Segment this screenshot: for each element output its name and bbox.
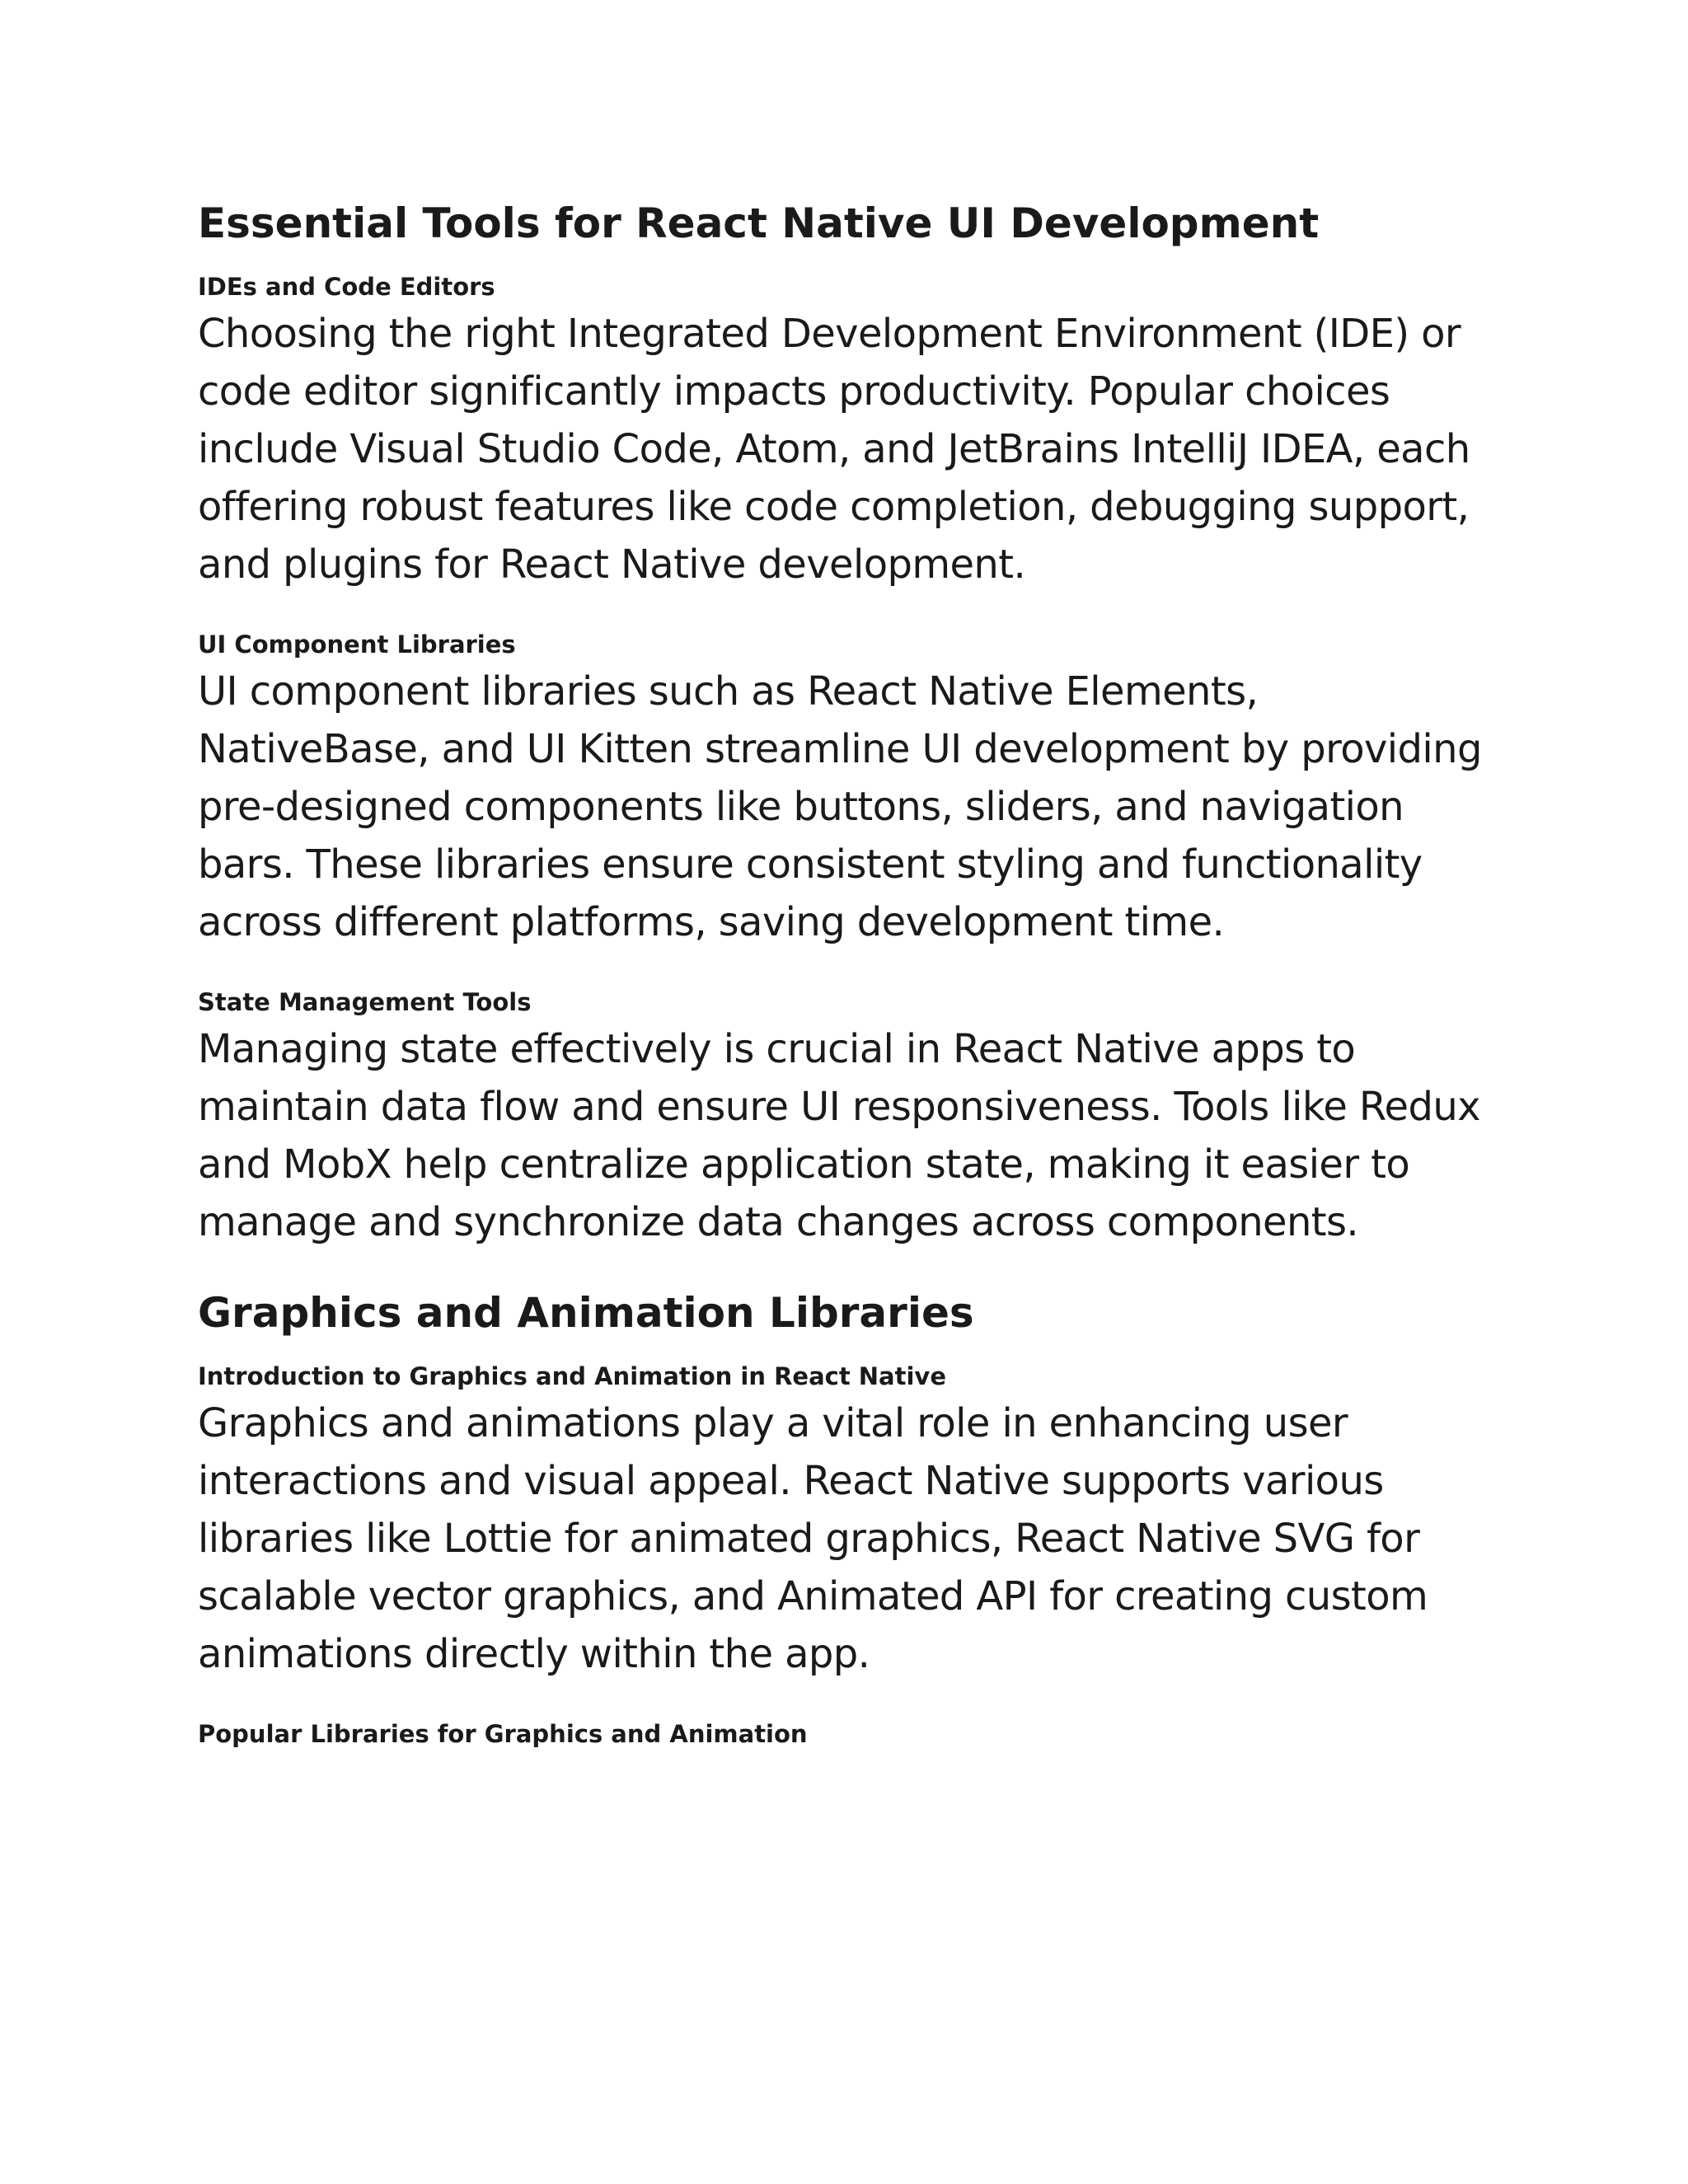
subheading-ides-code-editors: IDEs and Code Editors — [198, 273, 495, 301]
paragraph-ui-component-libraries: UI component libraries such as React Native Elements, NativeBase, and UI Kitten streamline UI development by providing pre-designed components like buttons, sliders, and navigation bars. These libraries ensure consistent styling and functionality across different platforms, saving development time. — [198, 668, 1482, 945]
subheading-intro-graphics-animation: Introduction to Graphics and Animation in React Native — [198, 1362, 947, 1390]
paragraph-state-management-tools: Managing state effectively is crucial in React Native apps to maintain data flow and ensure UI responsiveness. Tools like Redux and MobX help centralize application state, making it easier to manage and synchronize data changes across components. — [198, 1026, 1480, 1245]
subheading-popular-libraries: Popular Libraries for Graphics and Animation — [198, 1720, 808, 1748]
paragraph-intro-graphics-animation: Graphics and animations play a vital role in enhancing user interactions and visual appeal. React Native supports various libraries like Lottie for animated graphics, React Native SVG for scalable vector graphics, and Animated API for creating custom animations directly within the app. — [198, 1400, 1428, 1677]
document-page — [198, 198, 1500, 1750]
subheading-ui-component-libraries: UI Component Libraries — [198, 630, 516, 658]
section-heading-graphics-animation: Graphics and Animation Libraries — [198, 1289, 974, 1337]
paragraph-ides-code-editors: Choosing the right Integrated Development Environment (IDE) or code editor significantly impacts productivity. Popular choices include Visual Studio Code, Atom, and JetBrains IntelliJ IDEA, each offering robust features like code completion, debugging support, and plugins for React Native development. — [198, 311, 1470, 588]
subheading-state-management-tools: State Management Tools — [198, 988, 532, 1016]
section-heading-essential-tools: Essential Tools for React Native UI Development — [198, 199, 1320, 247]
